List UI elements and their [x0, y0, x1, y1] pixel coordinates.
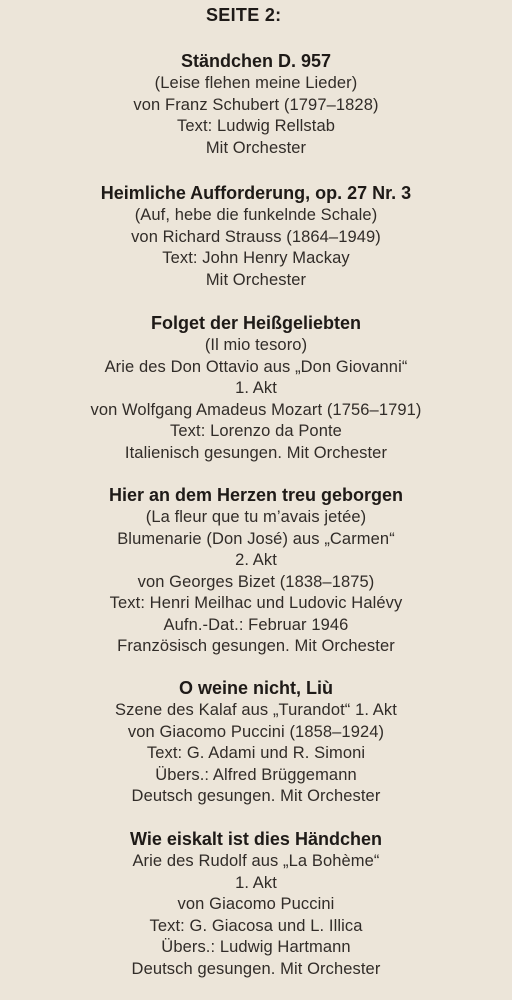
track-lyricist: Text: Lorenzo da Ponte [170, 422, 342, 440]
track-lyricist: Text: John Henry Mackay [162, 249, 350, 267]
track-entry [0, 483, 512, 658]
track-note: Mit Orchester [205, 270, 307, 289]
side-heading: SEITE 2: [206, 5, 282, 25]
track-title: Heimliche Aufforderung, op. 27 Nr. 3 [100, 183, 412, 203]
track-composer: von Giacomo Puccini [177, 895, 335, 913]
track-entry [0, 827, 512, 980]
track-subtitle: (Auf, hebe die funkelnde Schale) [134, 206, 378, 224]
track-lyricist: Text: G. Adami und R. Simoni [146, 744, 366, 762]
track-title: O weine nicht, Liù [178, 678, 333, 698]
track-subtitle: (Il mio tesoro) [204, 336, 308, 354]
track-composer: von Franz Schubert (1797–1828) [133, 95, 379, 114]
track-act: 1. Akt [235, 873, 277, 892]
track-title: Wie eiskalt ist dies Händchen [130, 829, 382, 849]
track-composer: von Wolfgang Amadeus Mozart (1756–1791) [90, 400, 422, 419]
track-act: 2. Akt [235, 551, 277, 569]
track-description: Arie des Rudolf aus „La Bohème“ [132, 852, 380, 870]
track-description: Szene des Kalaf aus „Turandot“ 1. Akt [115, 701, 397, 719]
track-lyricist: Text: Henri Meilhac und Ludovic Halévy [109, 594, 403, 612]
track-act: 1. Akt [235, 379, 277, 397]
track-subtitle: (Leise flehen meine Lieder) [154, 74, 358, 92]
track-entry [0, 311, 512, 464]
track-note: Mit Orchester [205, 138, 307, 157]
track-composer: von Georges Bizet (1838–1875) [137, 572, 375, 591]
track-composer: von Richard Strauss (1864–1949) [131, 227, 381, 246]
track-entry [0, 676, 512, 808]
track-translator: Übers.: Ludwig Hartmann [161, 938, 351, 956]
track-entry [0, 49, 512, 159]
track-lyricist: Text: Ludwig Rellstab [176, 117, 335, 135]
track-title: Ständchen D. 957 [180, 51, 332, 71]
track-description: Arie des Don Ottavio aus „Don Giovanni“ [104, 357, 408, 376]
track-description: Blumenarie (Don José) aus „Carmen“ [117, 529, 395, 548]
track-subtitle: (La fleur que tu m’avais jetée) [145, 508, 367, 526]
track-title: Hier an dem Herzen treu geborgen [108, 485, 404, 505]
track-lyricist: Text: G. Giacosa und L. Illica [149, 916, 363, 935]
track-title: Folget der Heißgeliebten [150, 313, 362, 333]
track-recording-date: Aufn.-Dat.: Februar 1946 [163, 615, 349, 634]
track-note: Französisch gesungen. Mit Orchester [117, 637, 395, 655]
track-entry [0, 181, 512, 291]
track-note: Deutsch gesungen. Mit Orchester [131, 959, 381, 978]
track-composer: von Giacomo Puccini (1858–1924) [127, 722, 385, 741]
track-note: Deutsch gesungen. Mit Orchester [131, 787, 381, 805]
track-translator: Übers.: Alfred Brüggemann [155, 765, 357, 784]
track-note: Italienisch gesungen. Mit Orchester [124, 443, 388, 462]
